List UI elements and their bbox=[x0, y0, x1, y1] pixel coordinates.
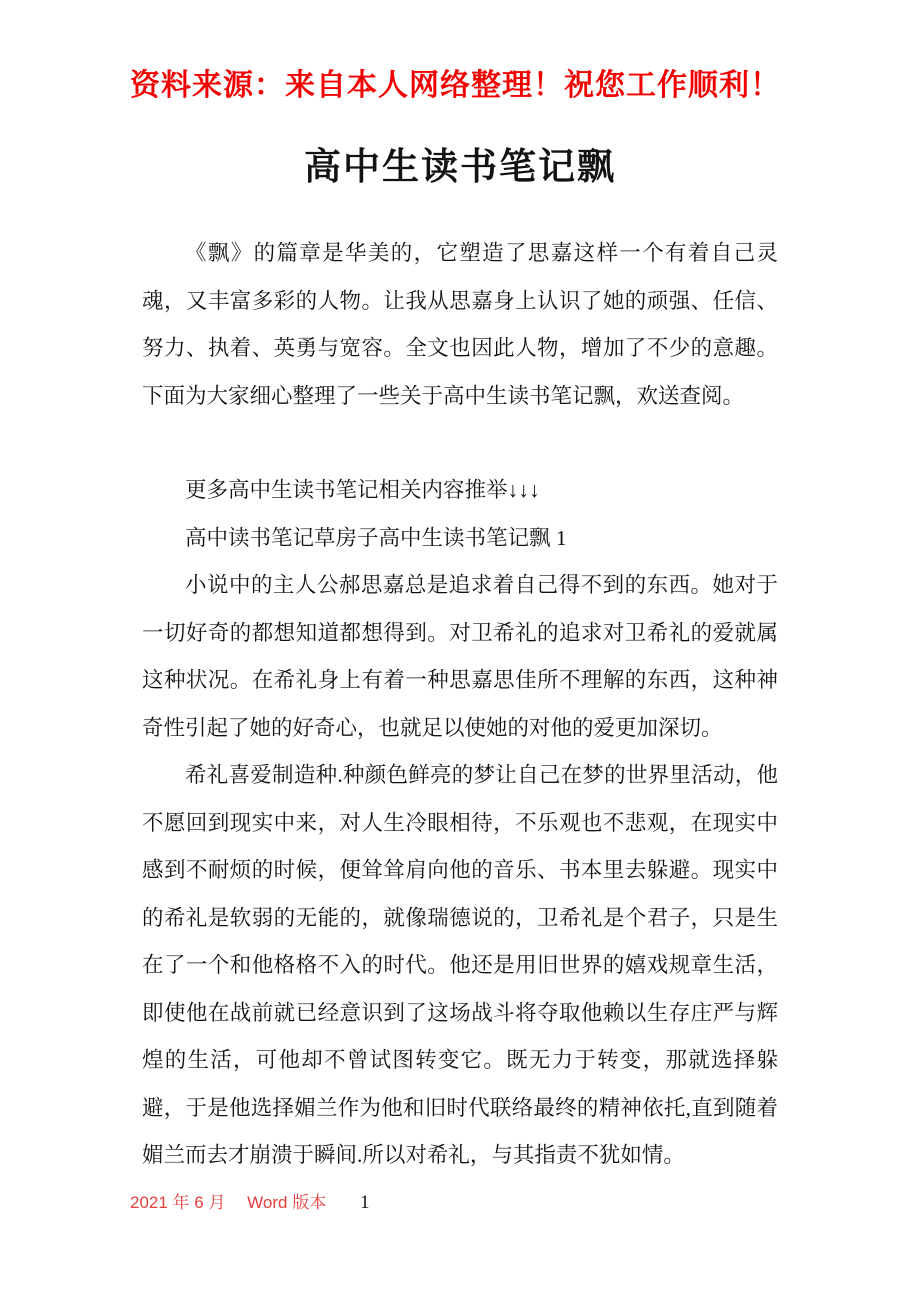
page-number: 1 bbox=[360, 1192, 370, 1213]
body-paragraph-recommend: 更多高中生读书笔记相关内容推举↓↓↓ bbox=[185, 478, 540, 502]
footer-date-version: 2021 年 6 月 Word 版本 bbox=[130, 1193, 327, 1212]
body-paragraph-subtitle: 高中读书笔记草房子高中生读书笔记飘 1 bbox=[185, 525, 567, 550]
body-paragraph-ashley: 希礼喜爱制造种.种颜色鲜亮的梦让自己在梦的世界里活动，他不愿回到现实中来，对人生冷眼相待，不乐观也不悲观，在现实中感到不耐烦的时候，便耸耸肩向他的音乐、书本里去躲避。现实中的希礼是软弱的无能的，就像瑞德说的，卫希礼是个君子，只是生在了一个和他格格不入的时代。他还是用旧世界的嬉戏规章生活，即使他在战前就已经意识到了这场战斗将夺取他赖以生存庄严与辉煌的生活，可他却不曾试图转变它。既无力于转变，那就选择躲避，于是他选择媚兰作为他和旧时代联络最终的精神依托,直到随着媚兰而去才崩溃于瞬间.所以对希礼，与其指责不犹如情。 bbox=[142, 763, 778, 1167]
body-paragraph-scarlett: 小说中的主人公郝思嘉总是追求着自己得不到的东西。她对于一切好奇的都想知道都想得到。对卫希礼的追求对卫希礼的爱就属这种状况。在希礼身上有着一种思嘉思佳所不理解的东西，这种神奇性引起了她的好奇心，也就足以使她的对他的爱更加深切。 bbox=[142, 573, 778, 740]
body-paragraph-intro: 《飘》的篇章是华美的，它塑造了思嘉这样一个有着自己灵魂，又丰富多彩的人物。让我从思嘉身上认识了她的顽强、任信、努力、执着、英勇与宽容。全文也因此人物，增加了不少的意趣。下面为大家细心整理了一些关于高中生读书笔记飘，欢送查阅。 bbox=[142, 241, 778, 408]
document-body bbox=[142, 230, 778, 1180]
source-note: 资料来源：来自本人网络整理！祝您工作顺利！ bbox=[130, 69, 781, 102]
document-title: 高中生读书笔记飘 bbox=[304, 147, 616, 188]
